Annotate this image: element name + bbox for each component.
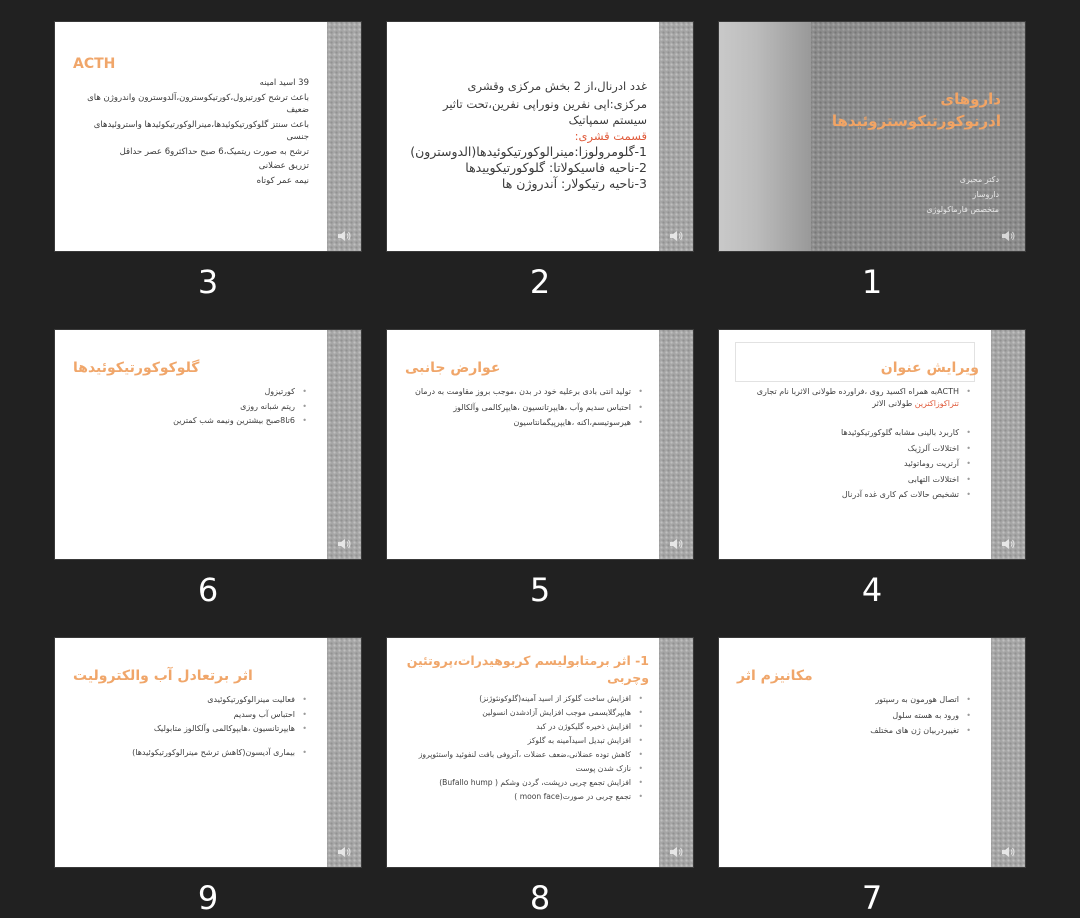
speaker-icon — [337, 846, 351, 858]
body-line: تزریق عضلانی — [258, 161, 309, 171]
bullet-item: • بیماری آدیسون(کاهش ترشح مینرالوکورتیکوئیدها) — [71, 747, 309, 759]
speaker-icon — [337, 538, 351, 550]
slide-number: 3 — [197, 263, 219, 301]
body-line: باعث ترشح کورتیزول،کورتیکوسترون،آلدوسترون واندروژن های ضعیف — [87, 92, 309, 115]
bullet-item: • ریتم شبانه روزی — [71, 401, 309, 413]
bullet-item: • احتباس آب وسدیم — [71, 709, 309, 721]
slide-side-strip — [327, 22, 361, 251]
slide-subtitle — [926, 172, 999, 217]
bullet-item: • هیرسوتیسم،اکنه ،هایپرپیگمانتاسیون — [403, 417, 645, 429]
slide-number: 4 — [861, 571, 883, 609]
bullet-item: • اتصال هورمون به رسپتور — [735, 694, 973, 706]
body-line: مرکزی:اپی نفرین ونوراپی نفرین،تحت تاثیر سیستم سمپاتیک — [442, 97, 647, 127]
slide-body — [407, 78, 647, 192]
bullet-item: • کورتیزول — [71, 386, 309, 398]
bullet-item: • اختلالات التهابی — [737, 474, 973, 486]
slide-title: اثر برتعادل آب والکترولیت — [73, 668, 253, 684]
title-line: ادرنوکورتیکوستروئیدها — [831, 112, 1001, 130]
slide-number: 7 — [861, 879, 883, 917]
body-line: 3-ناحیه رتیکولار: آندروژن ها — [501, 176, 647, 191]
slide-canvas — [719, 638, 1025, 867]
slide-title: 1- اثر برمتابولیسم کربوهیدرات،پروتئین وچربی — [406, 653, 649, 685]
slide-side-strip — [327, 330, 361, 559]
speaker-icon — [1001, 538, 1015, 550]
slide-number: 2 — [529, 263, 551, 301]
bullet-list — [71, 694, 309, 758]
slide-title: عوارض جانبی — [405, 360, 501, 376]
bullet-item: • تجمع چربی در صورت(moon face ) — [401, 792, 645, 803]
slide-number: 5 — [529, 571, 551, 609]
slide-number: 9 — [197, 879, 219, 917]
speaker-icon — [1001, 846, 1015, 858]
bullet-item: • نازک شدن پوست — [401, 764, 645, 775]
slide-number: 6 — [197, 571, 219, 609]
bullet-item: • فعالیت مینرالوکورتیکوئیدی — [71, 694, 309, 706]
slide-canvas — [55, 22, 361, 251]
slide-side-strip — [659, 638, 693, 867]
bullet-item: • آرتریت روماتوئید — [737, 458, 973, 470]
speaker-icon — [669, 538, 683, 550]
bullet-item: • تغییردربیان ژن های مختلف — [735, 725, 973, 737]
slide-body — [77, 77, 309, 187]
bullet-item: • اختلالات آلرژیک — [737, 443, 973, 455]
slide-title: ACTH — [73, 56, 116, 72]
bullet-item: • تولید انتی بادی برعلیه خود در بدن ،موجب بروز مقاومت به درمان — [403, 386, 645, 398]
body-line: 2-ناحیه فاسیکولاتا: گلوکورتیکوییدها — [465, 160, 647, 175]
slide-title — [801, 88, 1001, 132]
bullet-list — [735, 694, 973, 737]
slide-gradient-panel — [719, 22, 811, 251]
bullet-item: • ورود به هسته سلول — [735, 710, 973, 722]
bullet-list — [71, 386, 309, 427]
slide-title: مکانیزم اثر — [737, 668, 813, 684]
bullet-item: • کاربرد بالینی مشابه گلوکورتیکوئیدها — [737, 427, 973, 439]
body-line: 1-گلومرولوزا:مینرالوکورتیکوئیدها(الدوسترون) — [410, 144, 647, 159]
body-line: 39 اسید امینه — [259, 78, 309, 88]
slide-canvas — [55, 638, 361, 867]
slide-title: گلوکوکورتیکوئیدها — [73, 360, 200, 376]
body-line: غدد ادرنال،از 2 بخش مرکزی وقشری — [467, 79, 647, 93]
bullet-item: • هایپرگلایسمی موجب افزایش آزادشدن انسولین — [401, 708, 645, 719]
bullet-item: • افزایش تجمع چربی درپشت، گردن وشکم ( Bufallo hump) — [401, 778, 645, 789]
body-line: قسمت قشری: — [574, 129, 647, 143]
slide-canvas — [719, 330, 1025, 559]
body-line: نیمه عمر کوتاه — [256, 175, 309, 186]
bullet-item: • احتباس سدیم وآب ،هایپرتانسیون ،هایپرکالمی وآلکالوز — [403, 402, 645, 414]
title-line: داروهای — [940, 90, 1001, 108]
slide-canvas — [387, 638, 693, 867]
slide-number: 8 — [529, 879, 551, 917]
bullet-item: • کاهش توده عضلانی،ضعف عضلات ،آتروفی بافت لنفوئید واستئوپروز — [401, 750, 645, 761]
slide-canvas — [387, 22, 693, 251]
slide-canvas — [55, 330, 361, 559]
bullet-list — [401, 694, 645, 803]
body-line: باعث سنتز گلوکورتیکوئیدها،مینرالوکورتیکوئیدها واستروئیدهای جنسی — [93, 119, 309, 142]
slide-title: ویرایش عنوان — [880, 360, 979, 376]
slide-side-strip — [991, 638, 1025, 867]
slide-canvas — [719, 22, 1025, 251]
subtitle-line: داروساز — [972, 190, 999, 199]
slide-side-strip — [327, 638, 361, 867]
bullet-item: • ACTHبه همراه اکسید روی ،فراورده طولانی الاثربا نام تجاری تتراکوزاکترین طولانی الاثر — [737, 386, 973, 409]
slide-side-strip — [659, 22, 693, 251]
speaker-icon — [669, 230, 683, 242]
speaker-icon — [669, 846, 683, 858]
bullet-list — [403, 386, 645, 429]
slide-side-strip — [991, 330, 1025, 559]
slide-side-strip — [659, 330, 693, 559]
bullet-item: • افزایش تبدیل اسیدآمینه به گلوکز — [401, 736, 645, 747]
bullet-item: • هایپرتانسیون ،هایپوکالمی وآلکالوز متابولیک — [71, 723, 309, 735]
slide-number: 1 — [861, 263, 883, 301]
bullet-item: • افزایش ذخیره گلیکوژن در کبد — [401, 722, 645, 733]
slide-canvas — [387, 330, 693, 559]
bullet-item: • 6تا8صبح بیشترین ونیمه شب کمترین — [71, 415, 309, 427]
bullet-item: • تشخیص حالات کم کاری غده آدرنال — [737, 489, 973, 501]
bullet-list — [737, 386, 973, 501]
body-line: ترشح به صورت ریتمیک،6 صبح حداکثرو6 عصر حداقل — [119, 146, 309, 157]
speaker-icon — [1001, 230, 1015, 242]
bullet-item: • افزایش ساخت گلوکز از اسید آمینه(گلوکونئوژنز) — [401, 694, 645, 705]
speaker-icon — [337, 230, 351, 242]
subtitle-line: دکتر مجیری — [959, 175, 999, 184]
subtitle-line: متخصص فارماکولوژی — [926, 205, 999, 214]
